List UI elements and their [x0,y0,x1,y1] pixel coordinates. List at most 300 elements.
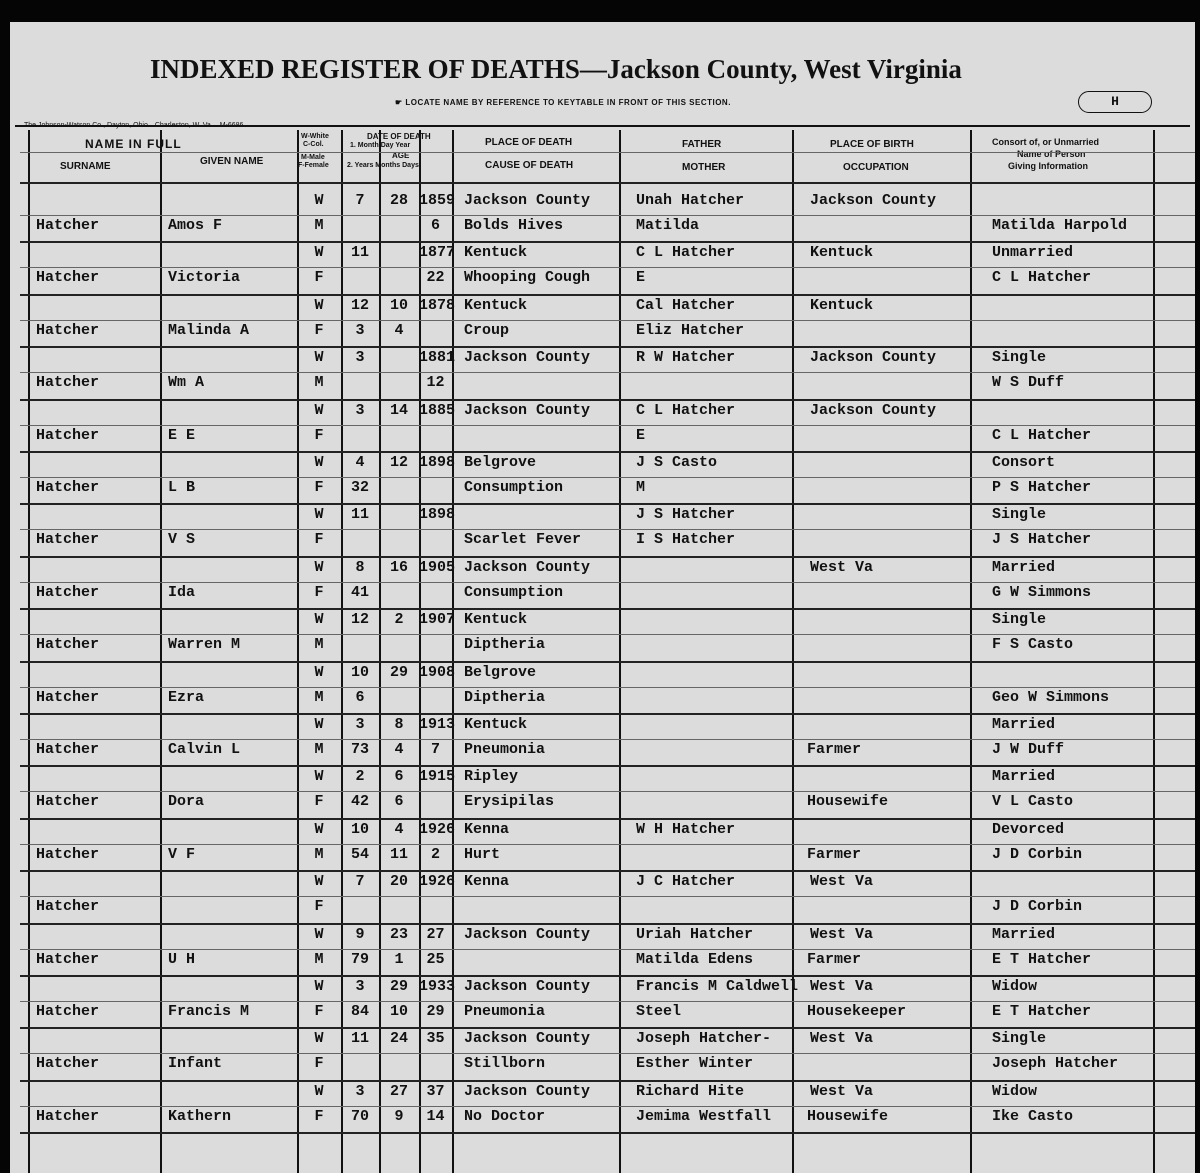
race-cell: W [314,925,324,943]
death-month-cell: 7 [355,873,365,891]
informant-cell: G W Simmons [992,583,1092,601]
header-bottom-rule [20,182,1195,184]
cause-of-death-cell: No Doctor [464,1107,546,1125]
header-race-white: W-White [301,133,329,140]
cause-of-death-cell: Diptheria [464,688,546,706]
father-cell: Unah Hatcher [636,192,745,209]
death-day-cell: 29 [389,978,408,995]
father-cell: Joseph Hatcher- [636,1030,772,1048]
consort-status-cell: Widow [992,1082,1038,1100]
informant-cell: Ike Casto [992,1107,1074,1125]
age-days-cell: 7 [430,741,440,758]
death-month-cell: 8 [355,558,365,576]
entry-mid-rule [20,582,1195,583]
sex-cell: M [314,845,324,863]
place-of-birth-cell: West Va [810,1082,874,1100]
entry-mid-rule [20,320,1195,321]
sex-cell: F [314,479,324,496]
informant-cell: Geo W Simmons [992,688,1110,706]
place-of-death-cell: Jackson County [464,558,591,576]
consort-status-cell: Consort [992,454,1056,471]
death-month-cell: 9 [355,925,365,943]
given-name-cell: Dora [168,793,205,811]
cause-of-death-cell: Consumption [464,583,564,601]
informant-cell: Joseph Hatcher [992,1055,1119,1073]
death-month-cell: 3 [355,401,365,419]
death-day-cell: 24 [389,1030,408,1048]
race-cell: W [314,192,324,209]
given-name-cell: Calvin L [168,741,241,758]
race-cell: W [314,1082,324,1100]
death-year-cell: 35 [426,1030,445,1048]
surname-cell: Hatcher [36,217,100,234]
sex-cell: F [314,321,324,339]
mother-cell: M [636,479,646,496]
place-of-birth-cell: Jackson County [810,349,937,367]
death-day-cell: 6 [394,768,404,786]
entry-bottom-rule [20,975,1195,977]
age-months-cell: 4 [394,321,404,339]
death-day-cell: 12 [389,454,408,471]
entry-mid-rule [20,267,1195,268]
age-years-cell: 54 [350,845,369,863]
place-of-birth-cell: West Va [810,558,874,576]
place-of-death-cell: Jackson County [464,192,591,209]
cause-of-death-cell: Whooping Cough [464,269,591,287]
place-of-death-cell: Jackson County [464,349,591,367]
age-days-cell: 25 [426,950,445,968]
occupation-cell: Farmer [807,950,862,968]
age-years-cell: 79 [350,950,369,968]
entry-mid-rule [20,634,1195,635]
entry-mid-rule [20,1106,1195,1107]
given-name-cell: Kathern [168,1107,232,1125]
sex-cell: M [314,741,324,758]
race-cell: W [314,454,324,471]
register-title: INDEXED REGISTER OF DEATHS—Jackson County, West Virginia [150,54,962,84]
death-day-cell: 2 [394,611,404,629]
header-race-colored: C-Col. [303,141,324,148]
entry-bottom-rule [20,661,1195,663]
given-name-cell: Warren M [168,636,241,654]
death-month-cell: 4 [355,454,365,471]
death-day-cell: 10 [389,296,408,314]
sex-cell: M [314,950,324,968]
surname-cell: Hatcher [36,269,100,287]
entry-bottom-rule [20,765,1195,767]
race-cell: W [314,506,324,524]
death-year-cell: 1859 [419,192,456,209]
header-occupation: OCCUPATION [843,162,909,173]
occupation-cell: Housewife [807,1107,889,1125]
death-day-cell: 28 [389,192,408,209]
place-of-birth-cell: Jackson County [810,401,937,419]
death-month-cell: 11 [350,1030,369,1048]
header-place-of-death: PLACE OF DEATH [485,137,573,148]
surname-cell: Hatcher [36,1055,100,1073]
mother-cell: E [636,426,646,444]
place-of-death-cell: Kenna [464,820,510,838]
cause-of-death-cell: Scarlet Fever [464,531,582,549]
sex-cell: M [314,636,324,654]
printer-imprint: The Johnson-Watson Co., Dayton, Ohio—Charleston, W. Va.—M-6686 [24,122,244,129]
informant-cell: V L Casto [992,793,1074,811]
informant-cell: P S Hatcher [992,479,1092,496]
entry-bottom-rule [20,346,1195,348]
place-of-birth-cell: Kentuck [810,244,874,262]
age-years-cell: 6 [355,688,365,706]
column-divider [452,130,454,1173]
death-day-cell: 29 [389,663,408,681]
entry-bottom-rule [20,818,1195,820]
sex-cell: M [314,217,324,234]
death-day-cell: 14 [389,401,408,419]
death-day-cell: 8 [394,716,404,733]
death-month-cell: 7 [355,192,365,209]
header-consort-line3: Giving Information [1008,161,1088,171]
father-cell: C L Hatcher [636,244,736,262]
given-name-cell: Wm A [168,374,205,392]
place-of-death-cell: Kenna [464,873,510,891]
informant-cell: J D Corbin [992,845,1083,863]
father-cell: C L Hatcher [636,401,736,419]
sex-cell: F [314,793,324,811]
entry-bottom-rule [20,451,1195,453]
entry-mid-rule [20,687,1195,688]
race-cell: W [314,716,324,733]
sex-cell: F [314,583,324,601]
death-month-cell: 3 [355,716,365,733]
entry-mid-rule [20,372,1195,373]
place-of-birth-cell: Kentuck [810,296,874,314]
mother-cell: Steel [636,1003,682,1020]
register-page [10,22,1195,1173]
age-months-cell: 1 [394,950,404,968]
column-divider [160,130,162,1173]
mother-cell: E [636,269,646,287]
surname-cell: Hatcher [36,898,100,916]
entry-mid-rule [20,739,1195,740]
surname-cell: Hatcher [36,426,100,444]
entry-bottom-rule [20,608,1195,610]
sex-cell: F [314,1055,324,1073]
top-rule [15,125,1190,127]
header-given-name: GIVEN NAME [200,156,264,167]
death-month-cell: 12 [350,611,369,629]
entry-bottom-rule [20,713,1195,715]
death-day-cell: 23 [389,925,408,943]
cause-of-death-cell: Croup [464,321,510,339]
death-day-cell: 4 [394,820,404,838]
informant-cell: W S Duff [992,374,1065,392]
sex-cell: F [314,898,324,916]
occupation-cell: Farmer [807,845,862,863]
place-of-birth-cell: Jackson County [810,192,937,209]
entry-bottom-rule [20,294,1195,296]
age-years-cell: 3 [355,321,365,339]
header-sex-female: F-Female [298,162,329,169]
entry-mid-rule [20,949,1195,950]
race-cell: W [314,401,324,419]
death-month-cell: 10 [350,663,369,681]
age-years-cell: 42 [350,793,369,811]
column-divider [619,130,621,1173]
consort-status-cell: Married [992,716,1056,733]
age-months-cell: 4 [394,741,404,758]
cause-of-death-cell: Erysipilas [464,793,555,811]
place-of-death-cell: Jackson County [464,401,591,419]
death-year-cell: 1915 [419,768,456,786]
age-days-cell: 14 [426,1107,445,1125]
age-years-cell: 32 [350,479,369,496]
age-days-cell: 2 [430,845,440,863]
race-cell: W [314,558,324,576]
header-consort-line1: Consort of, or Unmarried [992,137,1100,147]
consort-status-cell: Married [992,768,1056,786]
given-name-cell: Amos F [168,217,223,234]
death-month-cell: 11 [350,506,369,524]
place-of-death-cell: Kentuck [464,296,528,314]
entry-mid-rule [20,1001,1195,1002]
age-years-cell: 84 [350,1003,369,1020]
death-year-cell: 1913 [419,716,456,733]
race-cell: W [314,663,324,681]
occupation-cell: Farmer [807,741,862,758]
age-days-cell: 22 [426,269,445,287]
death-month-cell: 12 [350,296,369,314]
mother-cell: Matilda Edens [636,950,754,968]
death-month-cell: 3 [355,1082,365,1100]
place-of-death-cell: Belgrove [464,663,537,681]
entry-mid-rule [20,477,1195,478]
place-of-death-cell: Jackson County [464,1030,591,1048]
register-subtitle: ☛ LOCATE NAME BY REFERENCE TO KEYTABLE IN FRONT OF THIS SECTION. [395,98,731,107]
surname-cell: Hatcher [36,479,100,496]
death-day-cell: 16 [389,558,408,576]
header-father: FATHER [682,139,722,150]
informant-cell: J W Duff [992,741,1065,758]
place-of-death-cell: Jackson County [464,978,591,995]
cause-of-death-cell: Consumption [464,479,564,496]
consort-status-cell: Single [992,1030,1047,1048]
place-of-birth-cell: West Va [810,978,874,995]
page-stamp: H [1078,91,1152,113]
entry-mid-rule [20,1053,1195,1054]
surname-cell: Hatcher [36,950,100,968]
death-year-cell: 1881 [419,349,456,367]
place-of-death-cell: Jackson County [464,1082,591,1100]
mother-cell: Jemima Westfall [636,1107,772,1125]
surname-cell: Hatcher [36,531,100,549]
given-name-cell: V F [168,845,196,863]
death-month-cell: 3 [355,978,365,995]
death-month-cell: 10 [350,820,369,838]
occupation-cell: Housewife [807,793,889,811]
header-cause-of-death: CAUSE OF DEATH [485,160,574,171]
age-months-cell: 9 [394,1107,404,1125]
age-days-cell: 29 [426,1003,445,1020]
consort-status-cell: Devorced [992,820,1065,838]
informant-cell: C L Hatcher [992,269,1092,287]
death-year-cell: 1885 [419,401,456,419]
cause-of-death-cell: Pneumonia [464,741,546,758]
informant-cell: J S Hatcher [992,531,1092,549]
entry-bottom-rule [20,503,1195,505]
death-year-cell: 1907 [419,611,456,629]
column-divider [792,130,794,1173]
header-date-of-death: DATE OF DEATH [367,132,431,141]
sex-cell: M [314,374,324,392]
mother-cell: Esther Winter [636,1055,754,1073]
header-date-sub: 1. Month Day Year [350,142,411,149]
race-cell: W [314,349,324,367]
father-cell: Cal Hatcher [636,296,736,314]
death-year-cell: 1926 [419,873,456,891]
header-age-sub: 2. Years Months Days [347,162,419,169]
informant-cell: J D Corbin [992,898,1083,916]
place-of-birth-cell: West Va [810,873,874,891]
place-of-death-cell: Kentuck [464,611,528,629]
surname-cell: Hatcher [36,793,100,811]
header-place-of-birth: PLACE OF BIRTH [830,139,914,150]
race-cell: W [314,611,324,629]
sex-cell: F [314,531,324,549]
entry-bottom-rule [20,1027,1195,1029]
mother-cell: Matilda [636,217,700,234]
entry-mid-rule [20,215,1195,216]
given-name-cell: U H [168,950,196,968]
place-of-death-cell: Kentuck [464,244,528,262]
father-cell: J C Hatcher [636,873,736,891]
entry-mid-rule [20,791,1195,792]
entry-mid-rule [20,896,1195,897]
age-months-cell: 10 [389,1003,408,1020]
race-cell: W [314,978,324,995]
consort-status-cell: Widow [992,978,1038,995]
death-month-cell: 2 [355,768,365,786]
death-month-cell: 3 [355,349,365,367]
entry-mid-rule [20,529,1195,530]
place-of-death-cell: Ripley [464,768,519,786]
death-year-cell: 1898 [419,454,456,471]
father-cell: Francis M Caldwell [636,978,799,995]
given-name-cell: E E [168,426,196,444]
header-consort-line2: Name of Person [1017,149,1086,159]
entry-bottom-rule [20,1080,1195,1082]
surname-cell: Hatcher [36,688,100,706]
death-year-cell: 1905 [419,558,456,576]
death-year-cell: 27 [426,925,445,943]
father-cell: Richard Hite [636,1082,745,1100]
sex-cell: F [314,1003,324,1020]
entry-bottom-rule [20,399,1195,401]
place-of-birth-cell: West Va [810,925,874,943]
surname-cell: Hatcher [36,374,100,392]
header-mother: MOTHER [682,162,726,173]
age-months-cell: 6 [394,793,404,811]
surname-cell: Hatcher [36,321,100,339]
death-year-cell: 37 [426,1082,445,1100]
age-years-cell: 41 [350,583,369,601]
consort-status-cell: Single [992,611,1047,629]
death-year-cell: 1877 [419,244,456,262]
given-name-cell: Infant [168,1055,223,1073]
sex-cell: F [314,426,324,444]
surname-cell: Hatcher [36,1107,100,1125]
consort-status-cell: Single [992,506,1047,524]
father-cell: J S Casto [636,454,718,471]
informant-cell: E T Hatcher [992,950,1092,968]
given-name-cell: V S [168,531,196,549]
given-name-cell: Francis M [168,1003,250,1020]
entry-bottom-rule [20,870,1195,872]
place-of-death-cell: Jackson County [464,925,591,943]
column-divider [970,130,972,1173]
header-sex-male: M-Male [301,154,325,161]
death-year-cell: 1898 [419,506,456,524]
sex-cell: M [314,688,324,706]
given-name-cell: L B [168,479,196,496]
age-days-cell: 12 [426,374,445,392]
consort-status-cell: Single [992,349,1047,367]
age-years-cell: 73 [350,741,369,758]
surname-cell: Hatcher [36,741,100,758]
informant-cell: Matilda Harpold [992,217,1128,234]
death-year-cell: 1878 [419,296,456,314]
race-cell: W [314,873,324,891]
cause-of-death-cell: Bolds Hives [464,217,564,234]
entry-mid-rule [20,425,1195,426]
given-name-cell: Malinda A [168,321,250,339]
race-cell: W [314,768,324,786]
death-year-cell: 1926 [419,820,456,838]
column-divider [1153,130,1155,1173]
cause-of-death-cell: Stillborn [464,1055,546,1073]
surname-cell: Hatcher [36,583,100,601]
informant-cell: C L Hatcher [992,426,1092,444]
header-name-in-full: NAME IN FULL [85,137,182,151]
mother-cell: Eliz Hatcher [636,321,745,339]
given-name-cell: Ezra [168,688,205,706]
entry-mid-rule [20,844,1195,845]
informant-cell: E T Hatcher [992,1003,1092,1020]
race-cell: W [314,1030,324,1048]
race-cell: W [314,296,324,314]
sex-cell: F [314,269,324,287]
column-divider [28,130,30,1173]
surname-cell: Hatcher [36,845,100,863]
entry-bottom-rule [20,1132,1195,1134]
surname-cell: Hatcher [36,636,100,654]
death-month-cell: 11 [350,244,369,262]
header-surname: SURNAME [60,161,111,172]
mother-cell: I S Hatcher [636,531,736,549]
given-name-cell: Victoria [168,269,241,287]
entry-bottom-rule [20,241,1195,243]
place-of-death-cell: Belgrove [464,454,537,471]
consort-status-cell: Unmarried [992,244,1074,262]
cause-of-death-cell: Diptheria [464,636,546,654]
age-years-cell: 70 [350,1107,369,1125]
place-of-death-cell: Kentuck [464,716,528,733]
age-months-cell: 11 [389,845,408,863]
cause-of-death-cell: Pneumonia [464,1003,546,1020]
cause-of-death-cell: Hurt [464,845,501,863]
father-cell: J S Hatcher [636,506,736,524]
race-cell: W [314,244,324,262]
death-day-cell: 20 [389,873,408,891]
entry-bottom-rule [20,923,1195,925]
